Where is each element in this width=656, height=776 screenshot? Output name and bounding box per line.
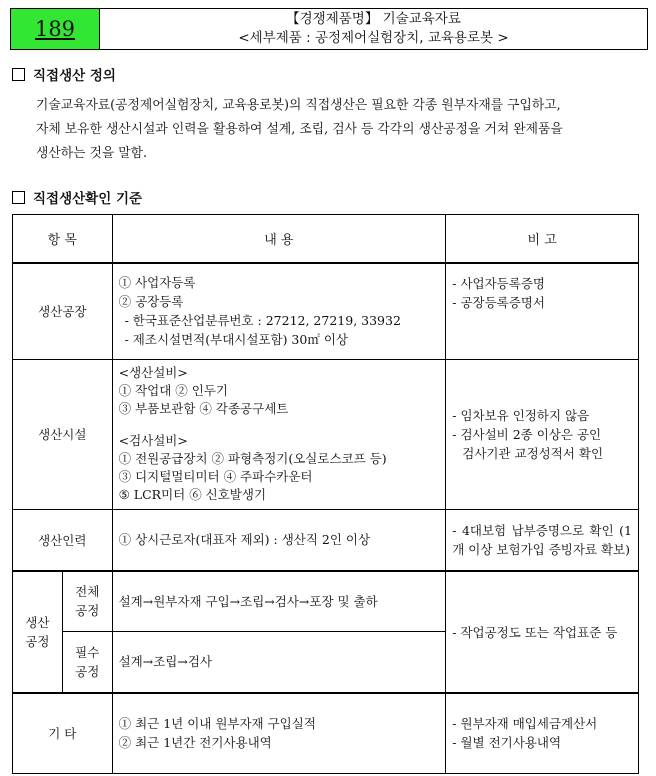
process-sub-label: 전체 공정 [62,571,112,631]
header-content: 내 용 [112,215,446,264]
row-label: 생산 공정 [13,571,63,693]
process-sub-label: 필수 공정 [62,631,112,693]
row-note: - 4대보험 납부증명으로 확인 (1개 이상 보험가입 증빙자료 확보) [446,509,639,571]
table-row-manpower [13,509,639,571]
row-content: ① 사업자등록 ② 공장등록 - 한국표준산업분류번호 : 27212, 27219, 33932 - 제조시설면적(부대시설포함) 30㎡ 이상 [112,263,446,359]
table-header-row [13,215,639,264]
table-row-other [13,693,639,773]
row-label: 생산시설 [13,359,113,509]
row-label: 생산인력 [13,509,113,571]
process-content: 설계→원부자재 구입→조립→검사→포장 및 출하 [112,571,446,631]
square-bullet-icon [12,191,25,204]
product-title-line2: <세부제품 : 공정제어실험장치, 교육용로봇 > [238,30,509,46]
table-row-factory [13,263,639,359]
row-content: <생산설비> ① 작업대 ② 인두기 ③ 부품보관함 ④ 각종공구세트 <검사설비> ① 전원공급장치 ② 파형측정기(오실로스코프 등) ③ 디지털멀티미터 ④ 주파수카운터 ⑤ LCR미터 ⑥ 신호발생기 [112,359,446,509]
product-header [10,8,648,50]
row-note: - 사업자등록증명 - 공장등록증명서 [446,263,639,359]
header-item: 항 목 [13,215,113,264]
row-note: - 임차보유 인정하지 않음 - 검사설비 2종 이상은 공인 검사기관 교정성적서 확인 [446,359,639,509]
row-note: - 원부자재 매입세금계산서 - 월별 전기사용내역 [446,693,639,773]
product-title [100,9,647,49]
criteria-table [12,214,639,774]
header-note: 비 고 [446,215,639,264]
row-label: 기 타 [13,693,113,773]
row-content: ① 상시근로자(대표자 제외) : 생산직 2인 이상 [112,509,446,571]
criteria-heading: 직접생산확인 기준 [12,187,142,207]
row-content: ① 최근 1년 이내 원부자재 구입실적 ② 최근 1년간 전기사용내역 [112,693,446,773]
product-title-line1: 【경쟁제품명】 기술교육자료 [286,11,461,27]
table-row-process-full [13,571,639,631]
process-content: 설계→조립→검사 [112,631,446,693]
square-bullet-icon [12,68,25,81]
definition-text: 기술교육자료(공정제어실험장치, 교육용로봇)의 직접생산은 필요한 각종 원부자재를 구입하고, 자체 보유한 생산시설과 인력을 활용하여 설계, 조립, 검사 등 각각의 생산공정을 거쳐 완제품을 생산하는 것을 말함. [36,98,563,161]
product-number: 189 [11,9,100,49]
definition-heading: 직접생산 정의 [12,64,116,84]
row-note: - 작업공정도 또는 작업표준 등 [446,571,639,693]
row-label: 생산공장 [13,263,113,359]
table-row-facility [13,359,639,509]
